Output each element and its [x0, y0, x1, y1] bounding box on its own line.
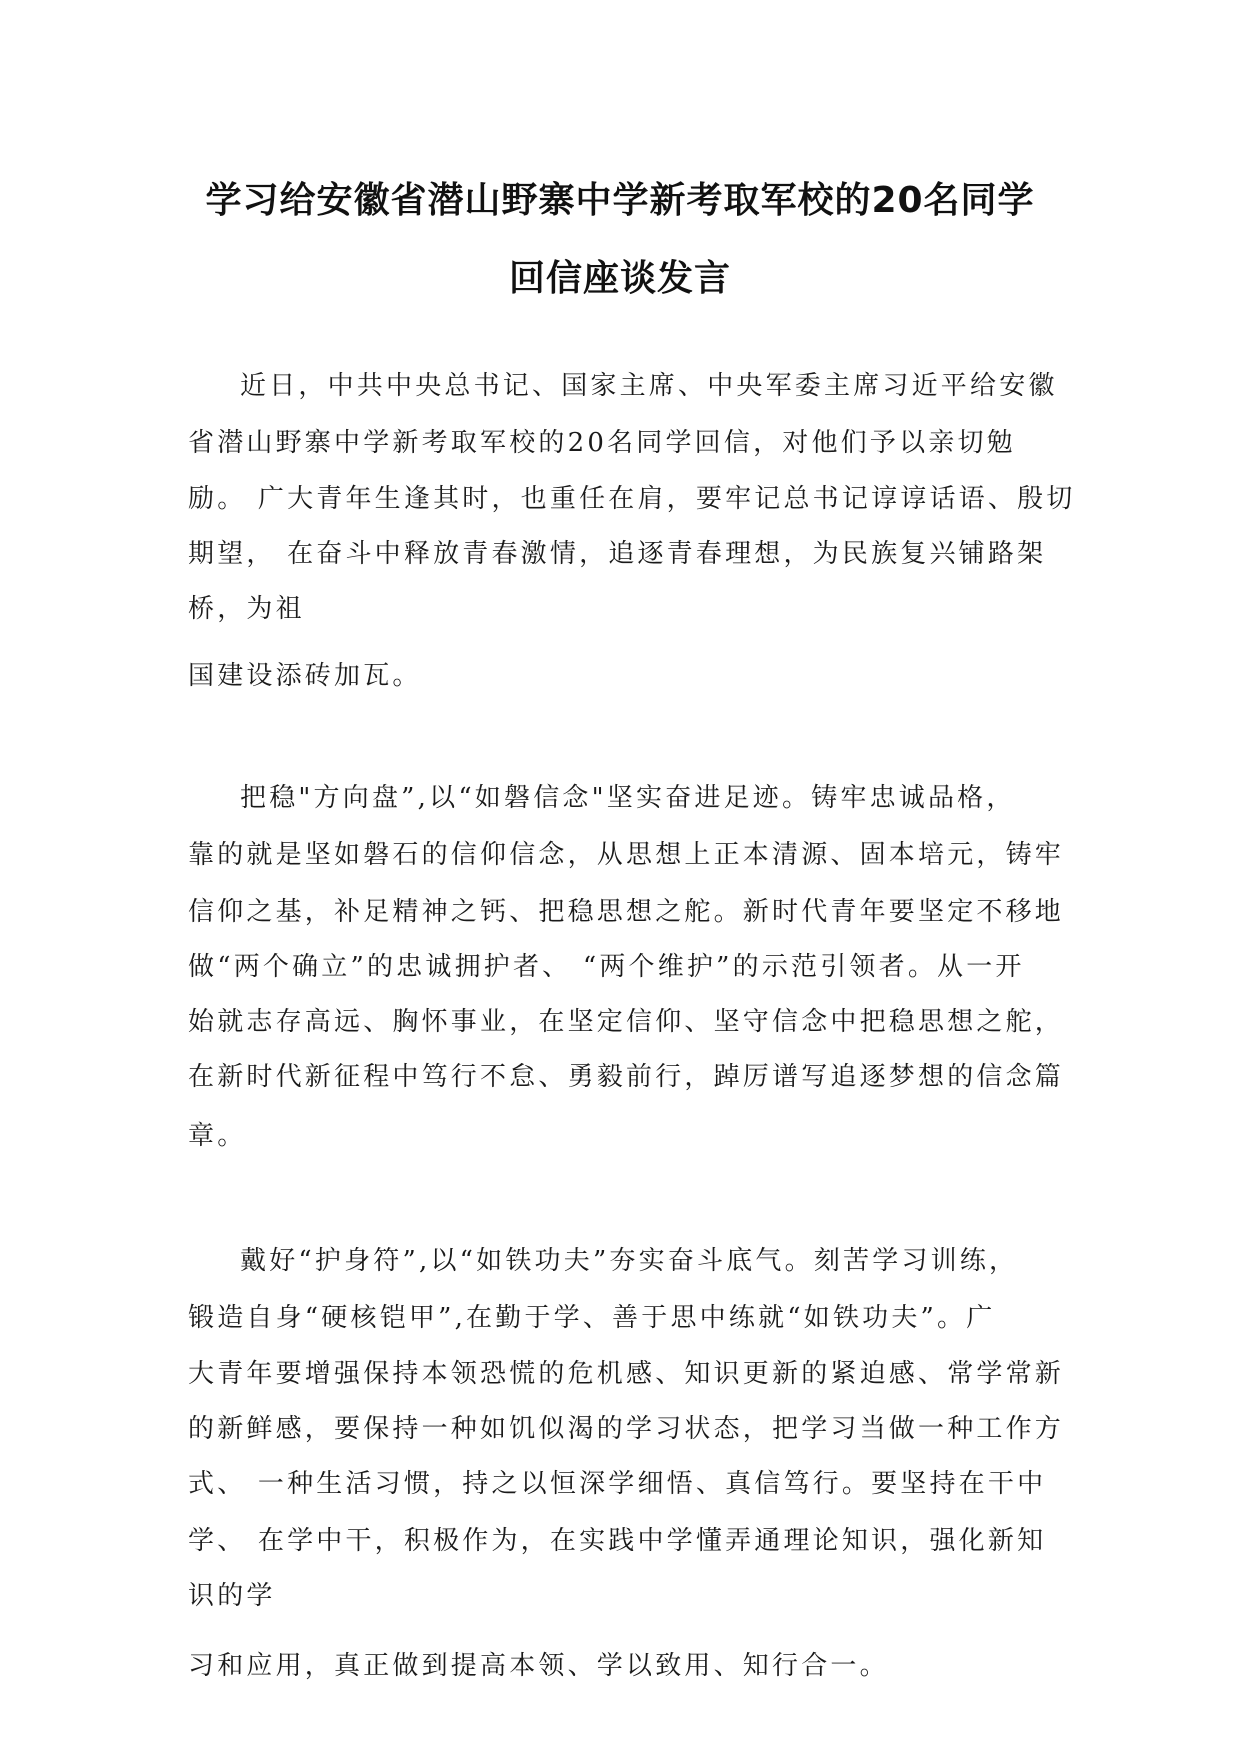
paragraph-line: 近日，中共中央总书记、国家主席、中央军委主席习近平给安徽: [240, 371, 1058, 401]
paragraph-line: 靠的就是坚如磐石的信仰信念，从思想上正本清源、固本培元，铸牢: [188, 840, 1065, 870]
paragraph-line: 式、 一种生活习惯，持之以恒深学细悟、真信笃行。要坚持在干中: [188, 1469, 1047, 1499]
paragraph-line: 把稳"方向盘”,以“如磐信念"坚实奋进足迹。铸牢忠诚品格，: [240, 783, 1016, 813]
paragraph-line: 信仰之基，补足精神之钙、把稳思想之舵。新时代青年要坚定不移地: [188, 897, 1065, 927]
paragraph-line: 习和应用，真正做到提高本领、学以致用、知行合一。: [188, 1651, 889, 1681]
document-title-line-2: 回信座谈发言: [508, 258, 731, 299]
paragraph-line: 国建设添砖加瓦。: [188, 661, 422, 691]
document-title-line-1: 学习给安徽省潜山野寨中学新考取军校的20名同学: [205, 180, 1035, 221]
paragraph-line: 省潜山野寨中学新考取军校的20名同学回信，对他们予以亲切勉: [188, 428, 1016, 458]
paragraph-line: 桥，为祖: [188, 594, 305, 624]
paragraph-line: 锻造自身“硬核铠甲”,在勤于学、善于思中练就“如铁功夫”。广: [188, 1303, 996, 1333]
paragraph-line: 做“两个确立”的忠诚拥护者、 “两个维护”的示范引领者。从一开: [188, 952, 1025, 982]
paragraph-line: 始就志存高远、胸怀事业，在坚定信仰、坚守信念中把稳思想之舵，: [188, 1007, 1065, 1037]
paragraph-line: 期望， 在奋斗中释放青春激情，追逐青春理想，为民族复兴铺路架: [188, 539, 1047, 569]
paragraph-line: 在新时代新征程中笃行不怠、勇毅前行，踔厉谱写追逐梦想的信念篇: [188, 1062, 1065, 1092]
paragraph-line: 识的学: [188, 1581, 276, 1611]
paragraph-line: 戴好“护身符”,以“如铁功夫”夯实奋斗底气。刻苦学习训练，: [240, 1246, 1019, 1276]
paragraph-line: 学、 在学中干，积极作为，在实践中学懂弄通理论知识，强化新知: [188, 1526, 1047, 1556]
paragraph-line: 的新鲜感，要保持一种如饥似渴的学习状态，把学习当做一种工作方: [188, 1414, 1065, 1444]
paragraph-line: 章。: [188, 1121, 247, 1151]
paragraph-line: 励。 广大青年生逢其时，也重任在肩，要牢记总书记谆谆话语、殷切: [188, 484, 1076, 514]
paragraph-line: 大青年要增强保持本领恐慌的危机感、知识更新的紧迫感、常学常新: [188, 1359, 1065, 1389]
